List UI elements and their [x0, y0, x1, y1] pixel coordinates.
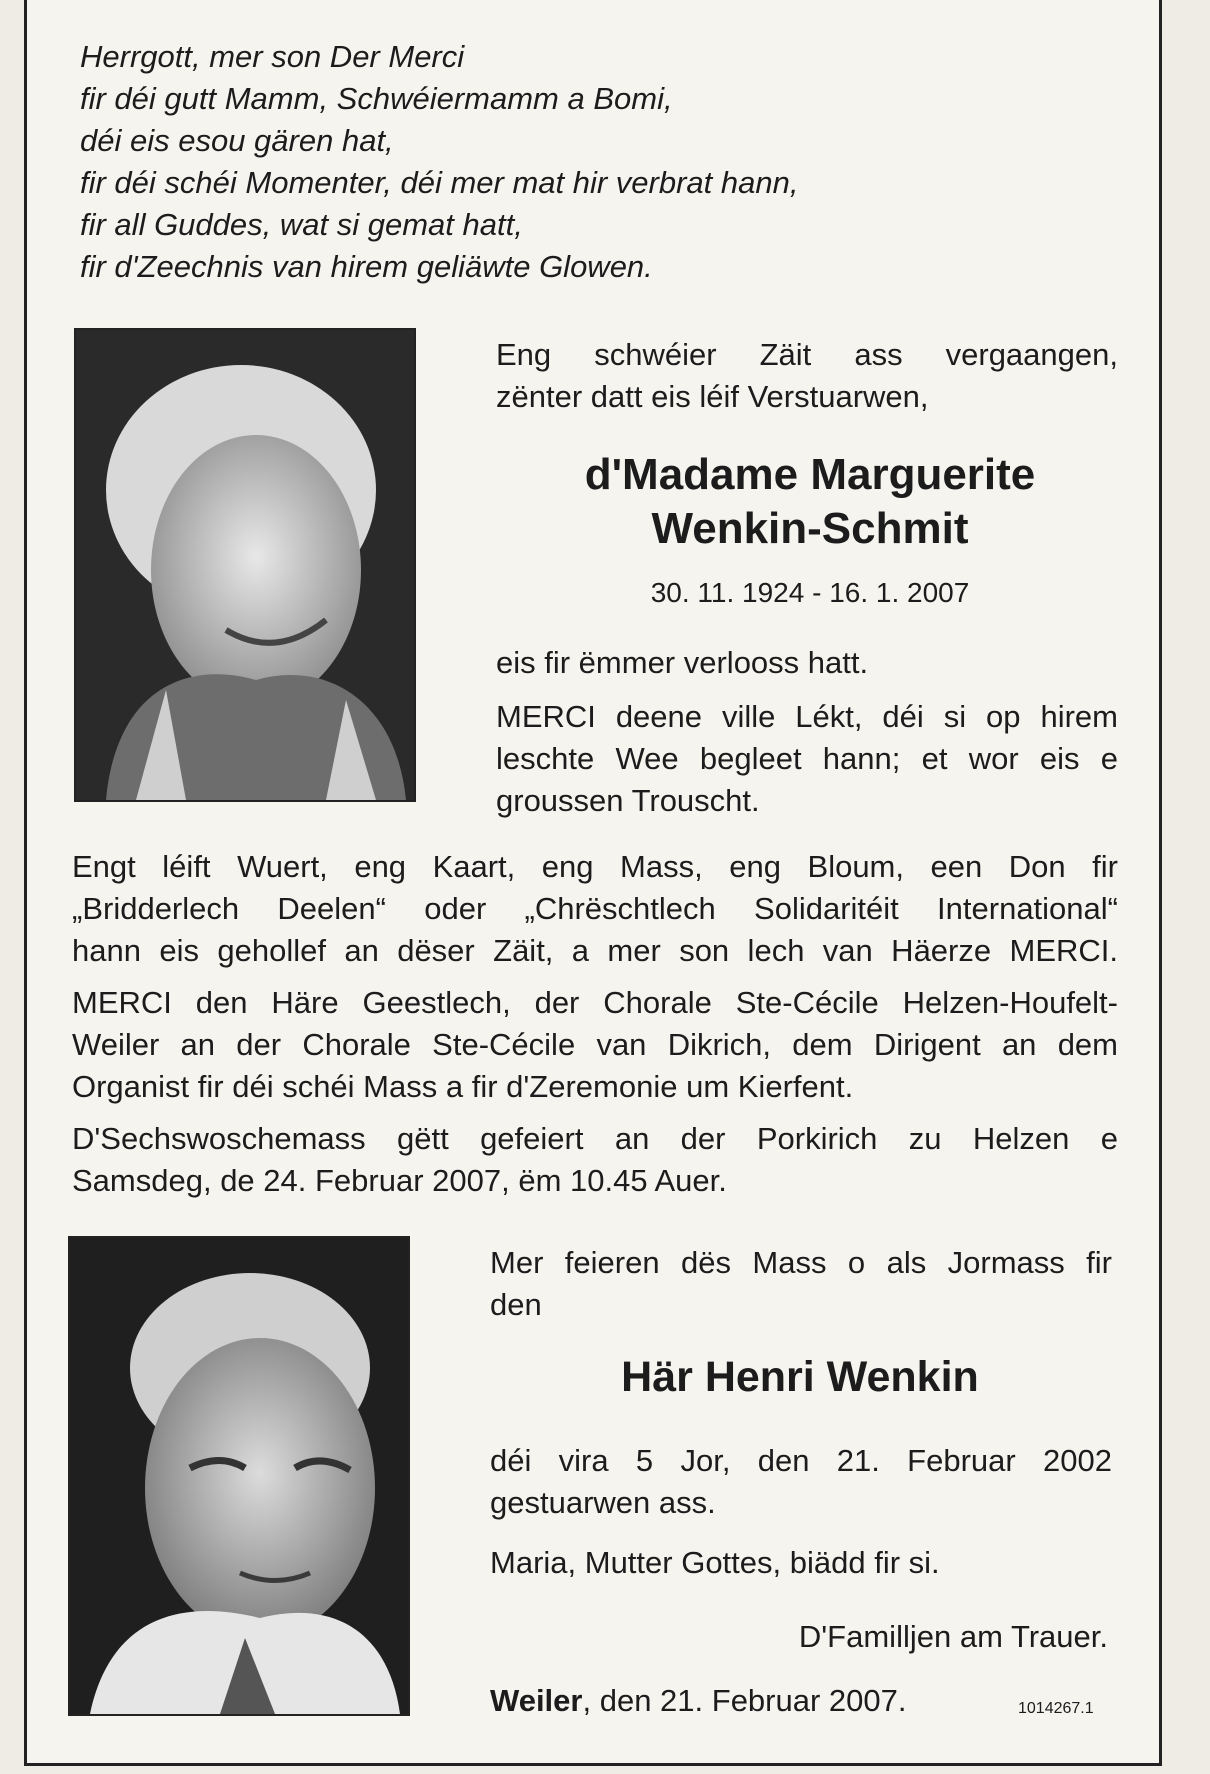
body-line: D'Sechswoschemass gëtt gefeiert an der Porkirich zu Helzen e — [72, 1121, 1118, 1156]
notice1-after: eis fir ëmmer verlooss hatt. — [496, 645, 869, 680]
poem-line: fir all Guddes, wat si gemat hatt, — [80, 207, 523, 242]
deceased-name-line1: d'Madame Marguerite — [584, 450, 1036, 499]
body-line: hann eis gehollef an dëser Zäit, a mer son lech van Häerze MERCI. — [72, 933, 1118, 968]
poem-line: fir d'Zeechnis van hirem geliäwte Glowen. — [80, 249, 653, 284]
notice1-thanks-line: groussen Trouscht. — [496, 783, 760, 818]
portrait-photo-henri — [68, 1236, 410, 1716]
prayer-line: Maria, Mutter Gottes, biädd fir si. — [490, 1545, 940, 1580]
body-line: „Bridderlech Deelen“ oder „Chrëschtlech Solidaritéit International“ — [72, 891, 1118, 926]
place-date-line — [490, 1680, 907, 1722]
body-line: MERCI den Häre Geestlech, der Chorale Ste-Cécile Helzen-Houfelt- — [72, 985, 1118, 1020]
notice2-death-line: déi vira 5 Jor, den 21. Februar 2002 — [490, 1443, 1112, 1478]
notice2-death-line: gestuarwen ass. — [490, 1485, 716, 1520]
life-dates: 30. 11. 1924 - 16. 1. 2007 — [650, 577, 970, 608]
body-line: Engt léift Wuert, eng Kaart, eng Mass, eng Bloum, een Don fir — [72, 849, 1118, 884]
poem-line: déi eis esou gären hat, — [80, 123, 394, 158]
notice1-intro-line: zënter datt eis léif Verstuarwen, — [496, 379, 929, 414]
poem-line: Herrgott, mer son Der Merci — [80, 39, 465, 74]
notice1-intro-line: Eng schwéier Zäit ass vergaangen, — [496, 337, 1118, 372]
portrait-man-icon — [70, 1238, 408, 1714]
portrait-woman-icon — [76, 330, 414, 800]
family-signature: D'Familljen am Trauer. — [798, 1619, 1108, 1654]
portrait-photo-marguerite — [74, 328, 416, 802]
poem — [80, 36, 798, 288]
notice2-intro-line: den — [490, 1287, 542, 1322]
body-line: Weiler an der Chorale Ste-Cécile van Dikrich, dem Dirigent an dem — [72, 1027, 1118, 1062]
poem-line: fir déi gutt Mamm, Schwéiermamm a Bomi, — [80, 81, 673, 116]
reference-number: 1014267.1 — [1018, 1700, 1094, 1717]
poem-line: fir déi schéi Momenter, déi mer mat hir verbrat hann, — [80, 165, 799, 200]
deceased-name-line2: Wenkin-Schmit — [651, 504, 969, 553]
notice2-intro-line: Mer feieren dës Mass o als Jormass fir — [490, 1245, 1112, 1280]
place-name: Weiler — [490, 1683, 583, 1718]
body-line: Samsdeg, de 24. Februar 2007, ëm 10.45 Auer. — [72, 1163, 727, 1198]
notice1-thanks-line: MERCI deene ville Lékt, déi si op hirem — [496, 699, 1118, 734]
notice1-thanks-line: leschte Wee begleet hann; et wor eis e — [496, 741, 1118, 776]
notice-date: , den 21. Februar 2007. — [582, 1683, 907, 1718]
body-line: Organist fir déi schéi Mass a fir d'Zeremonie um Kierfent. — [72, 1069, 854, 1104]
deceased-name-henri: Här Henri Wenkin — [621, 1353, 979, 1401]
